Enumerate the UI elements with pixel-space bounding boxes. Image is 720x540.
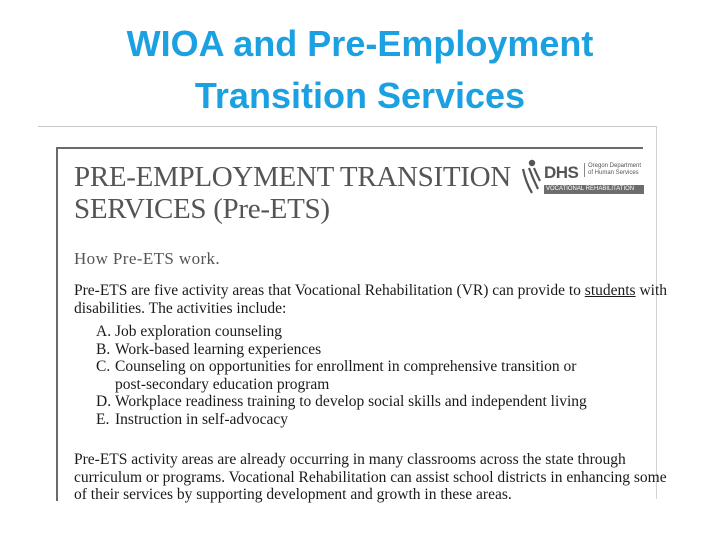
document-subheading: How Pre-ETS work. (74, 249, 221, 268)
logo-org (584, 163, 648, 177)
document-heading (74, 161, 511, 225)
slide-title-line-2: Transition Services (194, 75, 526, 116)
activity-list (96, 323, 587, 428)
list-marker: D. (96, 393, 112, 410)
list-marker: E. (96, 410, 110, 428)
list-item (96, 323, 587, 341)
logo-division: VOCATIONAL REHABILITATION (544, 185, 644, 194)
dhs-figure-icon (520, 159, 542, 195)
list-item-text: Instruction in self-advocacy (115, 410, 289, 428)
intro-text-a: Pre-ETS are five activity areas that Vocational Rehabilitation (VR) can provide to (74, 282, 585, 299)
list-marker: B. (96, 340, 111, 358)
list-item (96, 358, 587, 376)
document-image (56, 147, 668, 503)
logo-org-line-2: of Human Services (588, 170, 639, 176)
list-item-text: Workplace readiness training to develop social skills and independent living (115, 393, 587, 410)
students-link: students (584, 282, 636, 299)
list-item-text: Job exploration counseling (115, 323, 283, 340)
para2-line-3: of their services by supporting development and growth in these areas. (74, 486, 512, 503)
list-item-text: Work-based learning experiences (115, 340, 322, 358)
document-heading-line-1: PRE-EMPLOYMENT TRANSITION (74, 161, 511, 193)
list-item (96, 411, 587, 429)
dhs-logo (518, 159, 643, 201)
document-heading-line-2: SERVICES (Pre-ETS) (74, 193, 330, 225)
logo-org-line-1: Oregon Department (588, 163, 642, 169)
document-frame (38, 126, 668, 503)
list-item-text: Counseling on opportunities for enrollment in comprehensive transition or (115, 358, 577, 375)
slide-title (0, 18, 720, 122)
intro-line-2: disabilities. The activities include: (74, 299, 287, 317)
list-marker: A. (96, 323, 112, 340)
list-item (96, 341, 587, 359)
para2-line-1: Pre-ETS activity areas are already occurring in many classrooms across the state through (74, 451, 626, 468)
intro-text-b: with (635, 282, 668, 299)
slide-title-line-1: WIOA and Pre-Employment (126, 23, 594, 64)
second-paragraph (74, 451, 667, 504)
list-marker: C. (96, 358, 111, 375)
list-item-continuation: post-secondary education program (115, 375, 330, 393)
intro-paragraph (74, 282, 668, 317)
intro-line-1 (74, 282, 668, 300)
logo-brand: DHS (544, 163, 579, 182)
list-item (96, 393, 587, 411)
para2-line-2: curriculum or programs. Vocational Rehabilitation can assist school districts in enhancing some (74, 468, 667, 486)
